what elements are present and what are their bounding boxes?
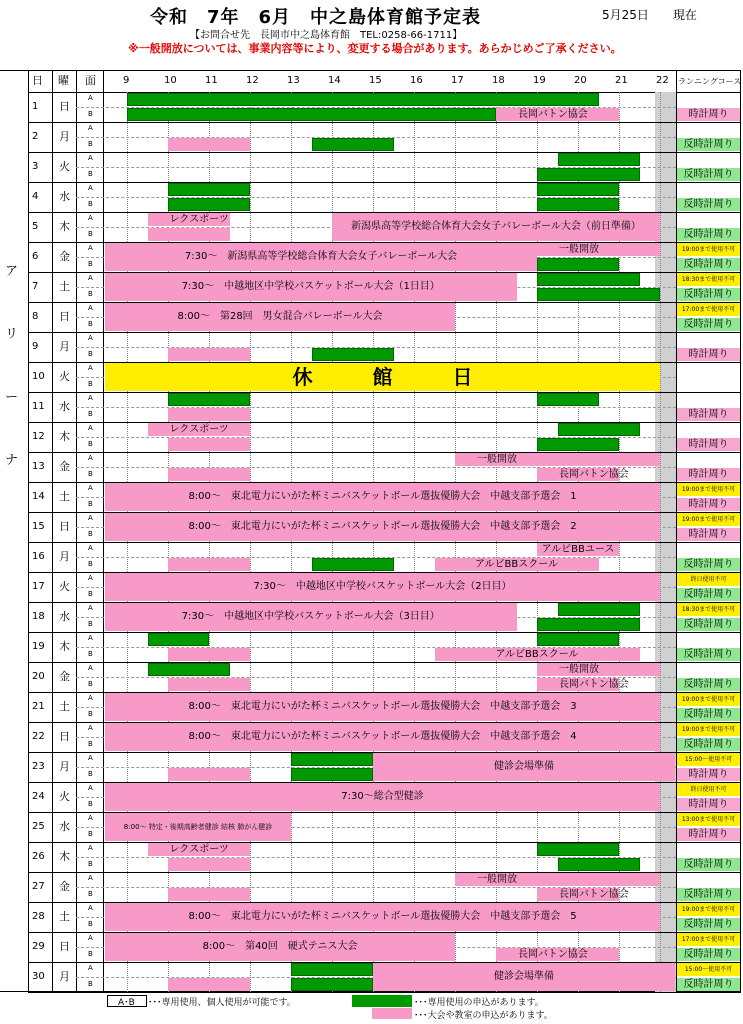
- hour-label: 15: [369, 75, 382, 86]
- court-b-label: B: [88, 350, 93, 358]
- court-b-label: B: [88, 650, 93, 658]
- weekday: 金: [59, 250, 70, 263]
- event-bar: [312, 558, 394, 571]
- course-restriction: 17:00まで使用不可: [677, 933, 740, 946]
- day-number: 6: [32, 251, 39, 262]
- court-b-label: B: [88, 890, 93, 898]
- event-bar: [312, 138, 394, 151]
- weekday: 月: [59, 550, 70, 563]
- course-direction: 反時計周り: [677, 318, 740, 331]
- arena-label-char: ナ: [5, 453, 19, 468]
- event-bar: [537, 393, 599, 406]
- event-bar: [291, 768, 373, 781]
- event-label: 8:00～ 東北電力にいがた杯ミニバスケットボール選抜優勝大会 中越支部予選会 2: [188, 521, 577, 532]
- course-direction: 反時計周り: [677, 288, 740, 301]
- event-bar: [168, 858, 250, 871]
- course-restriction: 終日使用不可: [677, 783, 740, 796]
- course-direction: 反時計周り: [677, 738, 740, 751]
- court-a-label: A: [88, 184, 93, 192]
- event-label: 健診会場準備: [494, 761, 554, 772]
- legend-pink-text: ･･･大会や教室の申込があります。: [414, 1011, 553, 1021]
- court-a-label: A: [88, 304, 93, 312]
- course-restriction: 19:00まで使用不可: [677, 903, 740, 916]
- event-label: 一般開放: [477, 874, 517, 885]
- day-number: 26: [32, 851, 45, 862]
- course-restriction: 19:00まで使用不可: [677, 243, 740, 256]
- event-label: 8:00～ 東北電力にいがた杯ミニバスケットボール選抜優勝大会 中越支部予選会 4: [188, 731, 577, 742]
- day-row-divider: [28, 122, 741, 123]
- day-number: 7: [32, 281, 39, 292]
- weekday: 日: [59, 730, 70, 743]
- court-a-label: A: [88, 124, 93, 132]
- hour-label: 14: [328, 75, 341, 86]
- course-restriction: 19:00まで使用不可: [677, 693, 740, 706]
- hour-label: 9: [123, 75, 130, 86]
- legend-ab-label: A･B: [118, 998, 135, 1008]
- weekday: 火: [59, 370, 70, 383]
- court-a-label: A: [88, 784, 93, 792]
- day-row-divider: [28, 182, 741, 183]
- event-bar: [127, 108, 496, 121]
- course-direction: 反時計周り: [677, 918, 740, 931]
- day-number: 11: [32, 401, 45, 412]
- column-divider: [52, 70, 53, 992]
- court-b-label: B: [88, 920, 93, 928]
- event-label: レクスポーツ: [169, 844, 229, 855]
- day-number: 1: [32, 101, 39, 112]
- day-number: 14: [32, 491, 45, 502]
- court-a-label: A: [88, 964, 93, 972]
- as-of-date: 5月25日 現在: [602, 8, 697, 22]
- arena-label-char: ー: [5, 390, 19, 405]
- court-b-label: B: [88, 740, 93, 748]
- day-row-divider: [28, 842, 741, 843]
- court-a-label: A: [88, 604, 93, 612]
- court-a-label: A: [88, 544, 93, 552]
- weekday: 土: [59, 910, 70, 923]
- legend-pink-swatch: [372, 1008, 412, 1019]
- day-number: 5: [32, 221, 39, 232]
- hour-label: 13: [287, 75, 300, 86]
- event-bar: [148, 228, 230, 241]
- court-b-label: B: [88, 530, 93, 538]
- event-label: 8:00～ 東北電力にいがた杯ミニバスケットボール選抜優勝大会 中越支部予選会 3: [188, 701, 577, 712]
- event-label: 7:30～ 中越地区中学校バスケットボール大会（2日目）: [253, 581, 512, 592]
- day-row-divider: [28, 992, 741, 993]
- event-bar: [168, 138, 250, 151]
- court-b-label: B: [88, 620, 93, 628]
- day-number: 13: [32, 461, 45, 472]
- court-a-label: A: [88, 94, 93, 102]
- event-label: 7:30～ 中越地区中学校バスケットボール大会（1日目）: [181, 281, 440, 292]
- legend-ab-text: ･･･専用使用、個人使用が可能です。: [148, 998, 296, 1008]
- event-bar: [312, 348, 394, 361]
- day-number: 23: [32, 761, 45, 772]
- court-a-label: A: [88, 244, 93, 252]
- event-bar: [168, 648, 250, 661]
- event-bar: [168, 408, 250, 421]
- court-a-label: A: [88, 514, 93, 522]
- court-a-label: A: [88, 574, 93, 582]
- course-restriction: 15:00～使用不可: [677, 753, 740, 766]
- arena-column: [0, 70, 28, 992]
- course-direction: 時計周り: [677, 468, 740, 481]
- event-bar: [168, 438, 250, 451]
- event-bar: [291, 753, 373, 766]
- court-b-label: B: [88, 800, 93, 808]
- course-direction: 反時計周り: [677, 708, 740, 721]
- course-direction: 時計周り: [677, 528, 740, 541]
- court-a-label: A: [88, 664, 93, 672]
- event-label: 健診会場準備: [494, 971, 554, 982]
- course-direction: 反時計周り: [677, 948, 740, 961]
- day-number: 2: [32, 131, 39, 142]
- weekday: 日: [59, 940, 70, 953]
- weekday: 木: [59, 850, 70, 863]
- hour-label: 12: [246, 75, 259, 86]
- event-label: 7:30～総合型健診: [341, 791, 424, 802]
- event-bar: [168, 978, 250, 991]
- event-bar: [558, 858, 640, 871]
- weekday: 金: [59, 460, 70, 473]
- weekday: 金: [59, 880, 70, 893]
- court-a-label: A: [88, 934, 93, 942]
- court-a-label: A: [88, 274, 93, 282]
- event-bar: [537, 168, 640, 181]
- weekday: 木: [59, 430, 70, 443]
- column-header-weekday: 曜: [58, 74, 69, 87]
- day-number: 9: [32, 341, 39, 352]
- hour-label: 21: [615, 75, 628, 86]
- court-a-label: A: [88, 394, 93, 402]
- event-bar: [537, 633, 619, 646]
- course-direction: 反時計周り: [677, 978, 740, 991]
- day-row-divider: [28, 332, 741, 333]
- day-number: 18: [32, 611, 45, 622]
- event-bar: [168, 468, 250, 481]
- course-restriction: 18:30まで使用不可: [677, 273, 740, 286]
- court-a-label: A: [88, 634, 93, 642]
- legend-green-text: ･･･専用使用の申込があります。: [414, 998, 544, 1008]
- hour-label: 10: [164, 75, 177, 86]
- column-header-court: 面: [85, 74, 96, 87]
- course-direction: 時計周り: [677, 108, 740, 121]
- contact-info: 【お問合せ先 長岡市中之島体育館 TEL:0258-66-1711】: [190, 30, 463, 41]
- event-label: 長岡バトン協会: [518, 949, 588, 960]
- court-b-label: B: [88, 440, 93, 448]
- court-b-label: B: [88, 470, 93, 478]
- weekday: 金: [59, 670, 70, 683]
- weekday: 日: [59, 520, 70, 533]
- day-number: 24: [32, 791, 45, 802]
- day-number: 25: [32, 821, 45, 832]
- weekday: 月: [59, 760, 70, 773]
- weekday: 火: [59, 580, 70, 593]
- column-divider: [103, 70, 104, 992]
- arena-label-char: リ: [5, 327, 19, 342]
- event-label: 長岡バトン協会: [559, 469, 629, 480]
- day-number: 15: [32, 521, 45, 532]
- court-b-label: B: [88, 710, 93, 718]
- weekday: 土: [59, 280, 70, 293]
- court-b-label: B: [88, 770, 93, 778]
- event-bar: [168, 888, 250, 901]
- day-number: 16: [32, 551, 45, 562]
- court-b-label: B: [88, 200, 93, 208]
- course-direction: 反時計周り: [677, 258, 740, 271]
- hour-label: 20: [574, 75, 587, 86]
- court-b-label: B: [88, 140, 93, 148]
- court-b-label: B: [88, 500, 93, 508]
- course-restriction: 19:00まで使用不可: [677, 723, 740, 736]
- course-restriction: 終日使用不可: [677, 573, 740, 586]
- weekday: 木: [59, 640, 70, 653]
- day-number: 30: [32, 971, 45, 982]
- day-row-divider: [28, 632, 741, 633]
- legend-green-swatch: [352, 995, 412, 1007]
- day-number: 22: [32, 731, 45, 742]
- event-label: 8:00～ 第28回 男女混合バレーボール大会: [177, 311, 383, 322]
- court-a-label: A: [88, 154, 93, 162]
- weekday: 月: [59, 130, 70, 143]
- day-number: 19: [32, 641, 45, 652]
- event-bar: [168, 768, 250, 781]
- court-b-label: B: [88, 320, 93, 328]
- event-bar: [127, 93, 599, 106]
- hour-label: 18: [492, 75, 505, 86]
- event-bar: [537, 438, 619, 451]
- court-a-label: A: [88, 484, 93, 492]
- event-bar: [291, 978, 373, 991]
- course-restriction: 19:00まで使用不可: [677, 483, 740, 496]
- day-number: 3: [32, 161, 39, 172]
- day-number: 8: [32, 311, 39, 322]
- weekday: 土: [59, 700, 70, 713]
- arena-label-char: ア: [5, 264, 19, 279]
- course-direction: 反時計周り: [677, 588, 740, 601]
- weekday: 木: [59, 220, 70, 233]
- event-label: 新潟県高等学校総合体育大会女子バレーボール大会（前日準備）: [351, 221, 641, 232]
- course-direction: 時計周り: [677, 498, 740, 511]
- course-restriction: 17:00まで使用不可: [677, 303, 740, 316]
- court-b-label: B: [88, 590, 93, 598]
- event-bar: [537, 273, 640, 286]
- court-a-label: A: [88, 904, 93, 912]
- day-number: 27: [32, 881, 45, 892]
- court-b-label: B: [88, 980, 93, 988]
- court-a-label: A: [88, 214, 93, 222]
- event-label: 長岡バトン協会: [559, 679, 629, 690]
- event-label: 8:00～ 第40回 硬式テニス大会: [202, 941, 358, 952]
- weekday: 土: [59, 490, 70, 503]
- course-restriction: 19:00まで使用不可: [677, 513, 740, 526]
- event-label: 一般開放: [559, 664, 599, 675]
- course-direction: 反時計周り: [677, 558, 740, 571]
- course-restriction: 18:30まで使用不可: [677, 603, 740, 616]
- court-b-label: B: [88, 830, 93, 838]
- course-direction: 時計周り: [677, 798, 740, 811]
- court-divider: [76, 407, 676, 408]
- event-bar: [168, 393, 250, 406]
- day-number: 4: [32, 191, 39, 202]
- event-label: 8:00～ 特定・後期高齢者健診 結核 肺がん健診: [123, 823, 273, 831]
- course-direction: 反時計周り: [677, 168, 740, 181]
- hour-label: 17: [451, 75, 464, 86]
- weekday: 水: [59, 820, 70, 833]
- course-direction: 反時計周り: [677, 198, 740, 211]
- page-title: 令和 7年 6月 中之島体育館予定表: [150, 7, 482, 28]
- day-row-divider: [28, 392, 741, 393]
- event-bar: [148, 663, 230, 676]
- weekday: 火: [59, 790, 70, 803]
- day-row-divider: [28, 542, 741, 543]
- weekday: 水: [59, 610, 70, 623]
- event-label: 長岡バトン協会: [559, 889, 629, 900]
- court-b-label: B: [88, 110, 93, 118]
- court-a-label: A: [88, 724, 93, 732]
- course-direction: 反時計周り: [677, 138, 740, 151]
- course-direction: 時計周り: [677, 348, 740, 361]
- court-b-label: B: [88, 410, 93, 418]
- event-label: 一般開放: [559, 244, 599, 255]
- weekday: 水: [59, 400, 70, 413]
- court-a-label: A: [88, 694, 93, 702]
- event-bar: [537, 198, 619, 211]
- court-a-label: A: [88, 814, 93, 822]
- event-label: 8:00～ 東北電力にいがた杯ミニバスケットボール選抜優勝大会 中越支部予選会 1: [188, 491, 577, 502]
- event-bar: [558, 423, 640, 436]
- closed-day-label: 休 館 日: [292, 365, 473, 389]
- day-number: 17: [32, 581, 45, 592]
- day-number: 10: [32, 371, 45, 382]
- course-direction: 反時計周り: [677, 228, 740, 241]
- event-label: アルビBBスクール: [495, 649, 579, 660]
- course-direction: 時計周り: [677, 408, 740, 421]
- weekday: 月: [59, 970, 70, 983]
- court-b-label: B: [88, 380, 93, 388]
- course-direction: 時計周り: [677, 828, 740, 841]
- court-b-label: B: [88, 860, 93, 868]
- notice-text: ※一般開放については、事業内容等により、変更する場合があります。あらかじめご了承ください。: [128, 42, 622, 55]
- event-bar: [537, 618, 640, 631]
- course-restriction: 13:00まで使用不可: [677, 813, 740, 826]
- column-header-course: ランニングコース: [678, 77, 742, 86]
- hour-label: 16: [410, 75, 423, 86]
- event-bar: [168, 348, 250, 361]
- weekday: 月: [59, 340, 70, 353]
- event-bar: [168, 198, 250, 211]
- course-direction: 時計周り: [677, 438, 740, 451]
- event-label: 7:30～ 新潟県高等学校総合体育大会女子バレーボール大会: [184, 251, 458, 262]
- court-b-label: B: [88, 290, 93, 298]
- event-bar: [168, 678, 250, 691]
- day-number: 21: [32, 701, 45, 712]
- course-direction: 時計周り: [677, 768, 740, 781]
- course-direction: 反時計周り: [677, 648, 740, 661]
- court-a-label: A: [88, 424, 93, 432]
- course-direction: 反時計周り: [677, 888, 740, 901]
- event-label: レクスポーツ: [169, 424, 229, 435]
- event-bar: [537, 258, 619, 271]
- court-a-label: A: [88, 754, 93, 762]
- event-bar: [558, 153, 640, 166]
- event-bar: [168, 558, 250, 571]
- court-b-label: B: [88, 680, 93, 688]
- weekday: 水: [59, 190, 70, 203]
- event-label: 7:30～ 中越地区中学校バスケットボール大会（3日目）: [181, 611, 440, 622]
- column-header-day: 日: [32, 74, 43, 87]
- event-bar: [537, 843, 619, 856]
- weekday: 日: [59, 310, 70, 323]
- court-b-label: B: [88, 260, 93, 268]
- court-b-label: B: [88, 170, 93, 178]
- event-label: 8:00～ 東北電力にいがた杯ミニバスケットボール選抜優勝大会 中越支部予選会 5: [188, 911, 577, 922]
- event-bar: [168, 183, 250, 196]
- event-bar: [558, 603, 640, 616]
- event-label: レクスポーツ: [169, 214, 229, 225]
- event-bar: [148, 633, 210, 646]
- event-bar: [537, 183, 619, 196]
- weekday: 火: [59, 160, 70, 173]
- course-direction: 反時計周り: [677, 678, 740, 691]
- court-a-label: A: [88, 364, 93, 372]
- hour-label: 22: [656, 75, 669, 86]
- day-number: 28: [32, 911, 45, 922]
- court-a-label: A: [88, 874, 93, 882]
- event-bar: [291, 963, 373, 976]
- court-a-label: A: [88, 454, 93, 462]
- event-bar: [537, 288, 660, 301]
- hour-label: 11: [205, 75, 218, 86]
- court-b-label: B: [88, 560, 93, 568]
- course-direction: 反時計周り: [677, 618, 740, 631]
- event-label: アルビBBユース: [541, 544, 615, 555]
- court-a-label: A: [88, 844, 93, 852]
- course-restriction: 15:00～使用不可: [677, 963, 740, 976]
- day-number: 12: [32, 431, 45, 442]
- event-label: 一般開放: [477, 454, 517, 465]
- hour-label: 19: [533, 75, 546, 86]
- court-b-label: B: [88, 230, 93, 238]
- day-number: 29: [32, 941, 45, 952]
- event-label: 長岡バトン協会: [518, 109, 588, 120]
- day-number: 20: [32, 671, 45, 682]
- course-direction: 反時計周り: [677, 858, 740, 871]
- court-a-label: A: [88, 334, 93, 342]
- column-divider: [76, 70, 77, 992]
- weekday: 日: [59, 100, 70, 113]
- event-label: アルビBBスクール: [474, 559, 559, 570]
- court-b-label: B: [88, 950, 93, 958]
